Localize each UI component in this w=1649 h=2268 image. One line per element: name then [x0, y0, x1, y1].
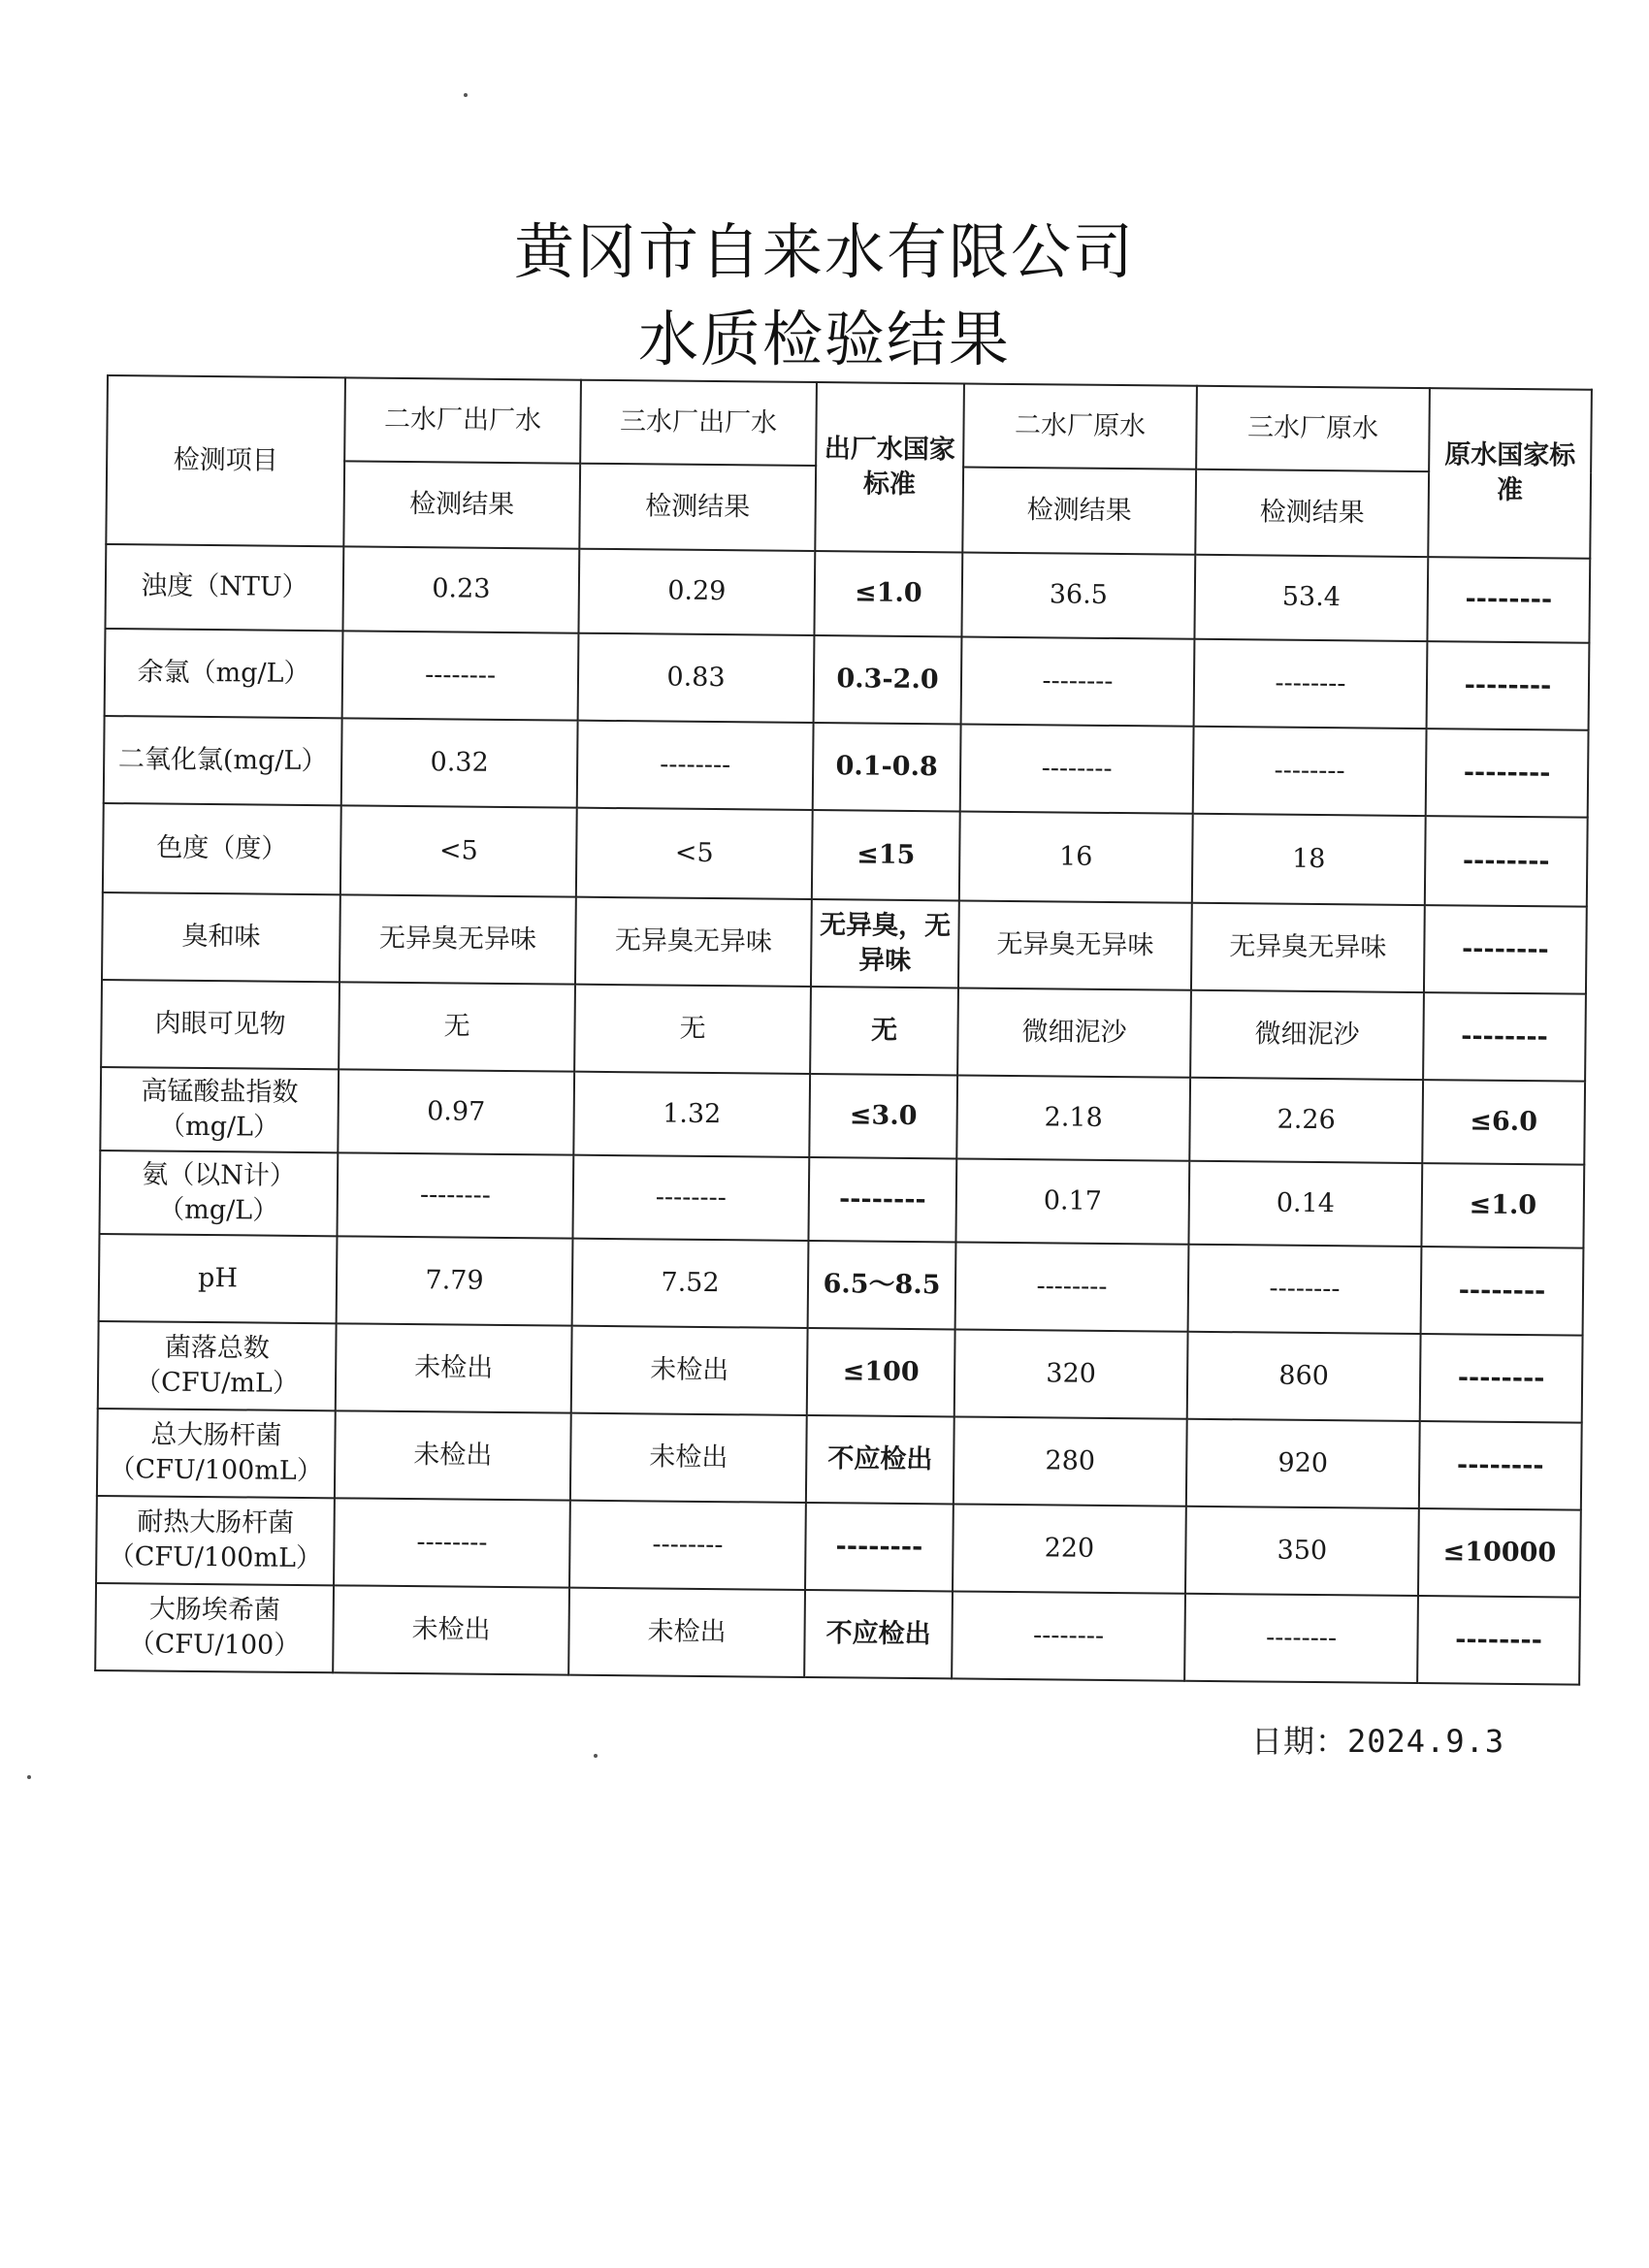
subheader-result: 检测结果	[579, 464, 816, 551]
row-value-c3: 6.5～8.5	[808, 1241, 956, 1329]
row-value-c3: 不应检出	[806, 1415, 954, 1504]
table-row	[103, 803, 1588, 907]
row-value-c4: 微细泥沙	[957, 988, 1191, 1077]
header-col1: 二水厂出厂水	[344, 377, 581, 463]
table-row	[96, 1496, 1581, 1598]
row-value-c3: ≤3.0	[809, 1074, 957, 1158]
header-col3: 出厂水国家标准	[815, 382, 964, 552]
row-value-c2: 0.83	[578, 633, 815, 723]
row-value-c3: ≤100	[807, 1328, 955, 1416]
row-value-c4: --------	[955, 1242, 1189, 1331]
row-value-c6: --------	[1421, 1247, 1584, 1336]
table-row	[104, 716, 1589, 818]
table-row	[100, 1067, 1585, 1165]
row-value-c2: 1.32	[573, 1072, 810, 1157]
row-value-c5: 2.26	[1189, 1078, 1423, 1163]
row-value-c4: --------	[960, 724, 1194, 813]
subheader-result: 检测结果	[962, 467, 1196, 554]
row-value-c3: 不应检出	[804, 1590, 953, 1678]
row-value-c6: ≤1.0	[1421, 1163, 1584, 1248]
header-col4: 二水厂原水	[963, 383, 1197, 469]
row-item-label: 耐热大肠杆菌（CFU/100mL）	[96, 1496, 335, 1585]
row-value-c4: --------	[952, 1591, 1185, 1680]
row-value-c2: 无异臭无异味	[575, 897, 812, 987]
row-value-c5: 无异臭无异味	[1191, 903, 1425, 992]
row-value-c1: 0.23	[342, 546, 579, 632]
table-row	[99, 1234, 1584, 1336]
row-item-label: 高锰酸盐指数（mg/L）	[100, 1067, 339, 1152]
row-value-c2: --------	[572, 1155, 809, 1241]
row-value-c4: 无异臭无异味	[958, 900, 1192, 989]
row-value-c5: 0.14	[1188, 1161, 1422, 1247]
row-item-label: 二氧化氯(mg/L）	[104, 716, 342, 805]
table-row	[98, 1321, 1583, 1423]
report-title: 水质检验结果	[637, 304, 1011, 374]
row-value-c1: 0.97	[338, 1069, 574, 1154]
header-row	[107, 375, 1592, 473]
row-value-c3: ≤1.0	[814, 551, 962, 636]
row-item-label: 肉眼可见物	[101, 980, 340, 1069]
row-value-c5: 53.4	[1194, 555, 1428, 641]
row-value-c6: --------	[1424, 905, 1587, 994]
scan-speck	[594, 1754, 598, 1758]
row-value-c5: --------	[1184, 1594, 1418, 1683]
row-value-c4: 320	[954, 1329, 1188, 1418]
table-row	[105, 544, 1590, 643]
row-item-label: 总大肠杆菌（CFU/100mL）	[97, 1409, 336, 1498]
table-row	[101, 980, 1586, 1082]
header-col6: 原水国家标准	[1428, 388, 1592, 559]
row-value-c5: --------	[1194, 639, 1428, 729]
row-item-label: 色度（度）	[103, 803, 341, 894]
row-item-label: 臭和味	[102, 892, 340, 982]
table-row	[105, 629, 1590, 730]
report-date: 日期：2024.9.3	[1251, 1723, 1505, 1760]
subheader-result: 检测结果	[343, 461, 580, 548]
company-title: 黄冈市自来水有限公司	[513, 216, 1135, 287]
row-value-c4: 280	[954, 1416, 1187, 1506]
row-value-c2: --------	[569, 1501, 806, 1590]
row-value-c1: 无异臭无异味	[340, 894, 576, 984]
row-value-c6: --------	[1427, 557, 1590, 643]
row-value-c6: --------	[1425, 816, 1588, 907]
row-value-c1: <5	[340, 805, 577, 896]
row-value-c4: 36.5	[961, 552, 1195, 638]
row-value-c3: ≤15	[812, 810, 960, 900]
row-value-c2: <5	[576, 808, 813, 899]
table-row	[97, 1409, 1582, 1510]
row-value-c4: 220	[953, 1504, 1186, 1593]
row-value-c1: --------	[342, 631, 579, 720]
row-value-c3: 0.1-0.8	[813, 723, 961, 811]
table-row	[102, 892, 1587, 994]
row-value-c4: 0.17	[955, 1158, 1189, 1244]
row-item-label: 菌落总数（CFU/mL）	[98, 1321, 337, 1410]
row-value-c6: ≤10000	[1418, 1508, 1581, 1598]
row-value-c6: --------	[1427, 641, 1590, 730]
row-value-c3: 无	[810, 987, 958, 1075]
row-value-c6: --------	[1419, 1421, 1582, 1510]
row-item-label: 浊度（NTU）	[105, 544, 343, 631]
row-value-c5: --------	[1193, 727, 1427, 816]
row-value-c2: --------	[577, 721, 814, 810]
row-value-c3: 无异臭，无异味	[811, 899, 959, 988]
row-value-c2: 未检出	[568, 1588, 805, 1677]
row-value-c5: 350	[1185, 1507, 1419, 1596]
row-value-c1: 无	[339, 982, 575, 1071]
row-value-c4: 16	[959, 811, 1193, 902]
row-value-c6: --------	[1420, 1334, 1583, 1423]
row-value-c2: 未检出	[571, 1326, 808, 1415]
water-quality-table	[94, 374, 1593, 1686]
row-value-c2: 7.52	[572, 1239, 809, 1328]
header-col2: 三水厂出厂水	[580, 380, 817, 466]
row-value-c3: 0.3-2.0	[814, 635, 962, 724]
header-item: 检测项目	[106, 375, 345, 546]
row-value-c2: 无	[574, 985, 811, 1074]
row-value-c5: 18	[1192, 814, 1426, 905]
row-value-c5: 860	[1187, 1332, 1421, 1421]
row-value-c2: 0.29	[578, 549, 815, 635]
row-value-c6: --------	[1417, 1596, 1580, 1685]
subheader-result: 检测结果	[1195, 470, 1429, 557]
header-col5: 三水厂原水	[1196, 386, 1430, 471]
row-item-label: 余氯（mg/L）	[105, 629, 343, 718]
table-row	[99, 1150, 1584, 1248]
row-value-c1: 未检出	[336, 1323, 572, 1412]
row-value-c1: 未检出	[333, 1585, 569, 1674]
row-value-c4: 2.18	[956, 1075, 1190, 1160]
row-value-c6: --------	[1426, 729, 1589, 818]
row-value-c3: --------	[805, 1503, 954, 1591]
row-value-c3: --------	[808, 1157, 956, 1242]
row-value-c6: --------	[1423, 992, 1586, 1082]
row-value-c1: --------	[337, 1152, 573, 1238]
row-value-c1: 0.32	[341, 718, 578, 807]
row-value-c1: --------	[334, 1498, 570, 1587]
row-value-c4: --------	[961, 636, 1195, 726]
row-value-c5: 微细泥沙	[1190, 990, 1424, 1080]
row-value-c5: --------	[1188, 1245, 1422, 1334]
row-value-c2: 未检出	[570, 1413, 807, 1503]
row-value-c5: 920	[1186, 1419, 1420, 1508]
row-value-c6: ≤6.0	[1422, 1080, 1585, 1165]
scan-speck	[464, 93, 468, 97]
table-row	[95, 1583, 1580, 1685]
row-item-label: 氨（以N计）（mg/L）	[99, 1150, 338, 1236]
row-item-label: 大肠埃希菌（CFU/100）	[95, 1583, 334, 1672]
row-item-label: pH	[99, 1234, 338, 1323]
row-value-c1: 未检出	[335, 1410, 571, 1500]
row-value-c1: 7.79	[337, 1236, 573, 1325]
scan-speck	[27, 1775, 31, 1779]
